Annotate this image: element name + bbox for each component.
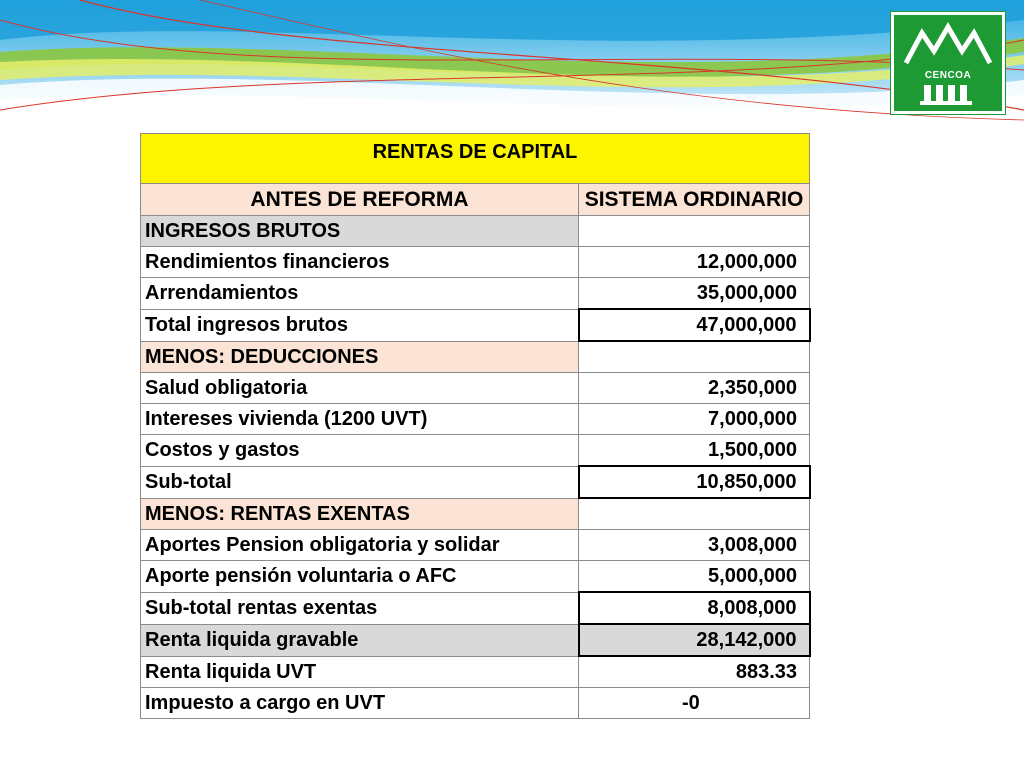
table-row <box>141 498 810 530</box>
table-row <box>141 309 810 341</box>
row-label: Impuesto a cargo en UVT <box>141 688 579 719</box>
row-label: Aporte pensión voluntaria o AFC <box>141 561 579 593</box>
row-value: 7,000,000 <box>579 404 810 435</box>
logo-text: CENCOA <box>924 70 972 81</box>
row-label: Renta liquida gravable <box>141 624 579 656</box>
row-value <box>579 216 810 247</box>
row-value <box>579 498 810 530</box>
table-row <box>141 247 810 278</box>
table-row <box>141 435 810 467</box>
row-label: Costos y gastos <box>141 435 579 467</box>
row-value: 12,000,000 <box>579 247 810 278</box>
row-value: 2,350,000 <box>579 373 810 404</box>
table-row <box>141 278 810 310</box>
header-right: SISTEMA ORDINARIO <box>579 184 810 216</box>
row-label: Renta liquida UVT <box>141 656 579 688</box>
table-row <box>141 561 810 593</box>
row-label: Aportes Pension obligatoria y solidar <box>141 530 579 561</box>
row-label: Total ingresos brutos <box>141 309 579 341</box>
row-label: INGRESOS BRUTOS <box>141 216 579 247</box>
header-left: ANTES DE REFORMA <box>141 184 579 216</box>
table-row <box>141 341 810 373</box>
row-label: Sub-total <box>141 466 579 498</box>
table-row <box>141 624 810 656</box>
row-value: -0 <box>579 688 810 719</box>
row-label: MENOS: RENTAS EXENTAS <box>141 498 579 530</box>
row-value: 3,008,000 <box>579 530 810 561</box>
logo-mountains-icon <box>894 15 1002 111</box>
row-value: 1,500,000 <box>579 435 810 467</box>
table-title: RENTAS DE CAPITAL <box>141 134 810 184</box>
row-value: 5,000,000 <box>579 561 810 593</box>
header-row <box>141 184 810 216</box>
table-row <box>141 656 810 688</box>
row-value <box>579 341 810 373</box>
title-row <box>141 134 810 184</box>
row-value: 35,000,000 <box>579 278 810 310</box>
row-value: 28,142,000 <box>579 624 810 656</box>
row-label: Sub-total rentas exentas <box>141 592 579 624</box>
cencoa-logo <box>891 12 1005 114</box>
decorative-banner <box>0 0 1024 130</box>
table-row <box>141 592 810 624</box>
table-row <box>141 404 810 435</box>
row-value: 8,008,000 <box>579 592 810 624</box>
row-label: Intereses vivienda (1200 UVT) <box>141 404 579 435</box>
row-value: 10,850,000 <box>579 466 810 498</box>
rentas-capital-table <box>140 133 811 719</box>
table-row <box>141 466 810 498</box>
row-label: Arrendamientos <box>141 278 579 310</box>
row-label: Rendimientos financieros <box>141 247 579 278</box>
table-row <box>141 530 810 561</box>
row-label: MENOS: DEDUCCIONES <box>141 341 579 373</box>
table-row <box>141 373 810 404</box>
table-row <box>141 216 810 247</box>
table-row <box>141 688 810 719</box>
row-value: 47,000,000 <box>579 309 810 341</box>
row-label: Salud obligatoria <box>141 373 579 404</box>
row-value: 883.33 <box>579 656 810 688</box>
